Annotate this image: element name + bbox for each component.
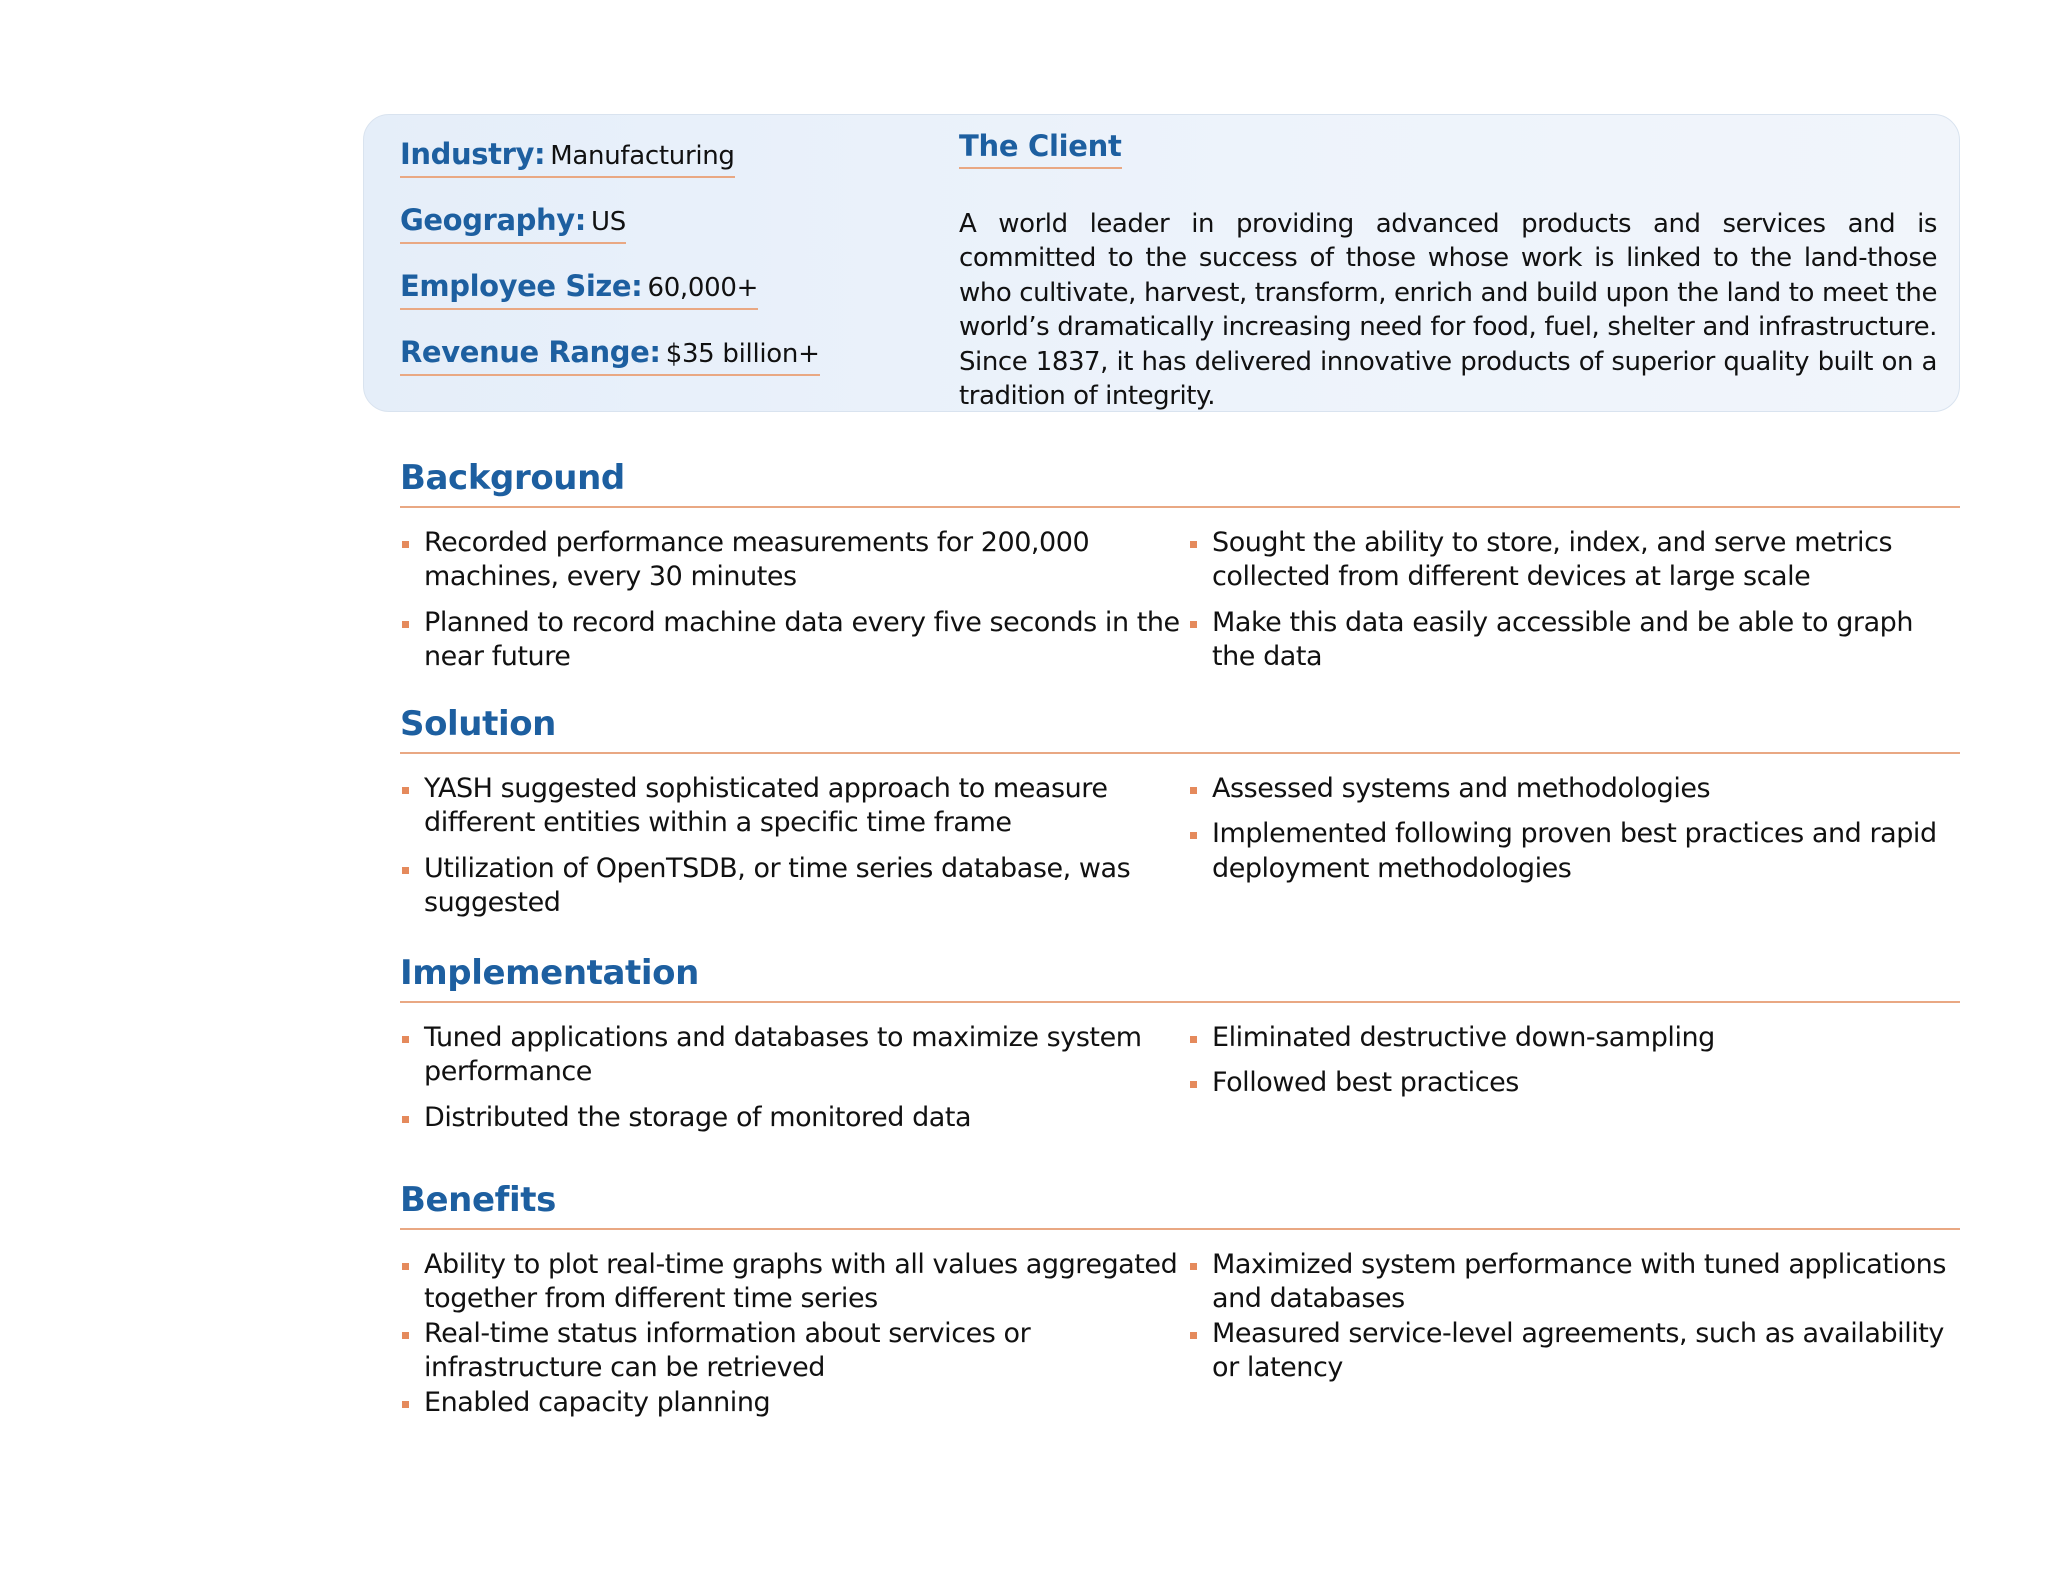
client-description: A world leader in providing advanced products and services and is committed to the success of those whose work is linked to the land-those who cultivate, harvest, transform, enrich and build upon the land to meet the world’s dramatically increasing need for food, fuel, shelter and infrastructure. Since 1837, it has delivered innovative products of superior quality built on a tradition of integrity. (959, 209, 1937, 412)
implementation-left-list (400, 1021, 1180, 1135)
geography-value: US (591, 207, 626, 237)
employee-size-label: Employee Size: (400, 269, 643, 303)
industry-fact (400, 137, 735, 178)
implementation-heading: Implementation (400, 951, 1960, 1003)
list-item: Followed best practices (1188, 1066, 1960, 1100)
benefits-right-list (1188, 1248, 1960, 1386)
industry-value: Manufacturing (550, 141, 735, 171)
list-item: Eliminated destructive down-sampling (1188, 1021, 1960, 1055)
employee-size-value: 60,000+ (647, 273, 759, 303)
background-left-list (400, 526, 1180, 675)
solution-left-list (400, 772, 1180, 921)
list-item: Measured service-level agreements, such as availability or latency (1188, 1317, 1960, 1386)
client-block (959, 129, 1937, 412)
list-item: Implemented following proven best practices and rapid deployment methodologies (1188, 817, 1960, 886)
list-item: Tuned applications and databases to maximize system performance (400, 1021, 1180, 1090)
list-item: Real-time status information about services or infrastructure can be retrieved (400, 1317, 1180, 1386)
list-item: Enabled capacity planning (400, 1386, 1180, 1420)
solution-heading: Solution (400, 702, 1960, 754)
benefits-heading: Benefits (400, 1178, 1960, 1230)
implementation-right-list (1188, 1021, 1960, 1101)
list-item: Maximized system performance with tuned applications and databases (1188, 1248, 1960, 1317)
geography-label: Geography: (400, 203, 586, 237)
list-item: Planned to record machine data every five seconds in the near future (400, 606, 1180, 675)
benefits-left-list (400, 1248, 1180, 1420)
client-title: The Client (959, 129, 1122, 169)
list-item: Assessed systems and methodologies (1188, 772, 1960, 806)
list-item: Recorded performance measurements for 200,000 machines, every 30 minutes (400, 526, 1180, 595)
revenue-range-label: Revenue Range: (400, 335, 661, 369)
geography-fact (400, 203, 626, 244)
list-item: Sought the ability to store, index, and serve metrics collected from different devices at large scale (1188, 526, 1960, 595)
background-right-list (1188, 526, 1960, 675)
client-profile-card (363, 114, 1960, 412)
list-item: Make this data easily accessible and be able to graph the data (1188, 606, 1960, 675)
list-item: Distributed the storage of monitored data (400, 1101, 1180, 1135)
revenue-range-value: $35 billion+ (665, 339, 820, 369)
background-heading: Background (400, 456, 1960, 508)
list-item: Ability to plot real-time graphs with all values aggregated together from different time series (400, 1248, 1180, 1317)
solution-right-list (1188, 772, 1960, 886)
list-item: YASH suggested sophisticated approach to measure different entities within a specific time frame (400, 772, 1180, 841)
employee-size-fact (400, 269, 758, 310)
revenue-range-fact (400, 335, 820, 376)
industry-label: Industry: (400, 137, 546, 171)
list-item: Utilization of OpenTSDB, or time series database, was suggested (400, 852, 1180, 921)
